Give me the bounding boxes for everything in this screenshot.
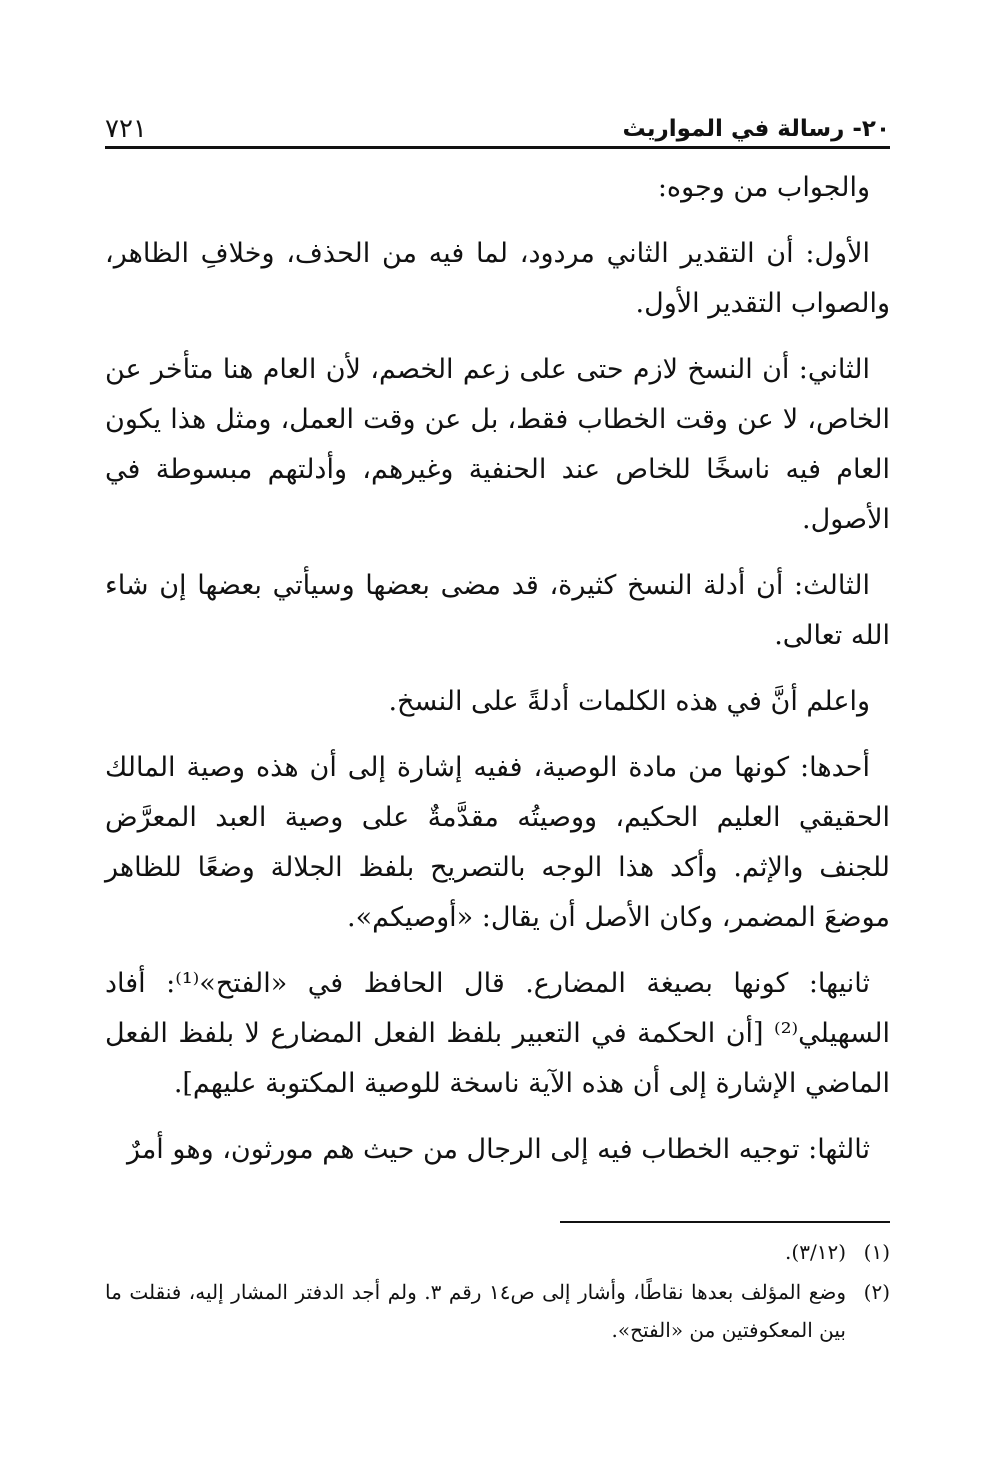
footnote [105,1233,890,1271]
footnote-number: (١) [863,1240,890,1264]
main-text [105,163,890,1175]
book-page [105,110,890,1351]
paragraph: ثانيها: كونها بصيغة المضارع. قال الحافظ في «الفتح»⁽¹⁾: أفاد السهيلي⁽²⁾ [أن الحكمة في التعبير بلفظ الفعل المضارع لا بلفظ الفعل الماضي الإشارة إلى أن هذه الآية ناسخة للوصية المكتوبة عليهم]. [105,968,890,1099]
paragraph: الثاني: أن النسخ لازم حتى على زعم الخصم، لأن العام هنا متأخر عن الخاص، لا عن وقت الخطاب فقط، بل عن وقت العمل، ومثل هذا يكون العام فيه ناسخًا للخاص عند الحنفية وغيرهم، وأدلتهم مبسوطة في الأصول. [105,354,890,535]
chapter-title: ٢٠- رسالة في المواريث [622,116,890,142]
footnote-divider [560,1221,890,1223]
footnote-number: (٢) [863,1280,890,1304]
paragraph: ثالثها: توجيه الخطاب فيه إلى الرجال من حيث هم مورثون، وهو أمرٌ [126,1134,870,1165]
footnotes [105,1233,890,1349]
footnote-text: وضع المؤلف بعدها نقاطًا، وأشار إلى ص١٤ رقم ٣. ولم أجد الدفتر المشار إليه، فنقلت ما بين المعكوفتين من «الفتح». [105,1280,846,1342]
paragraph: واعلم أنَّ في هذه الكلمات أدلةً على النسخ. [388,686,870,717]
footnote [105,1273,890,1349]
paragraph: أحدها: كونها من مادة الوصية، ففيه إشارة إلى أن هذه وصية المالك الحقيقي العليم الحكيم، ووصيتُه مقدَّمةٌ على وصية العبد المعرَّض للجنف والإثم. وأكد هذا الوجه بالتصريح بلفظ الجلالة وضعًا للظاهر موضعَ المضمر، وكان الأصل أن يقال: «أوصيكم». [105,752,890,933]
running-header [105,110,890,149]
paragraph: الثالث: أن أدلة النسخ كثيرة، قد مضى بعضها وسيأتي بعضها إن شاء الله تعالى. [105,570,890,651]
paragraph: والجواب من وجوه: [657,172,870,203]
paragraph: الأول: أن التقدير الثاني مردود، لما فيه من الحذف، وخلافِ الظاهر، والصواب التقدير الأول. [105,238,890,319]
page-number: ٧٢١ [105,114,147,144]
footnote-text: (٣/١٢). [785,1240,846,1264]
